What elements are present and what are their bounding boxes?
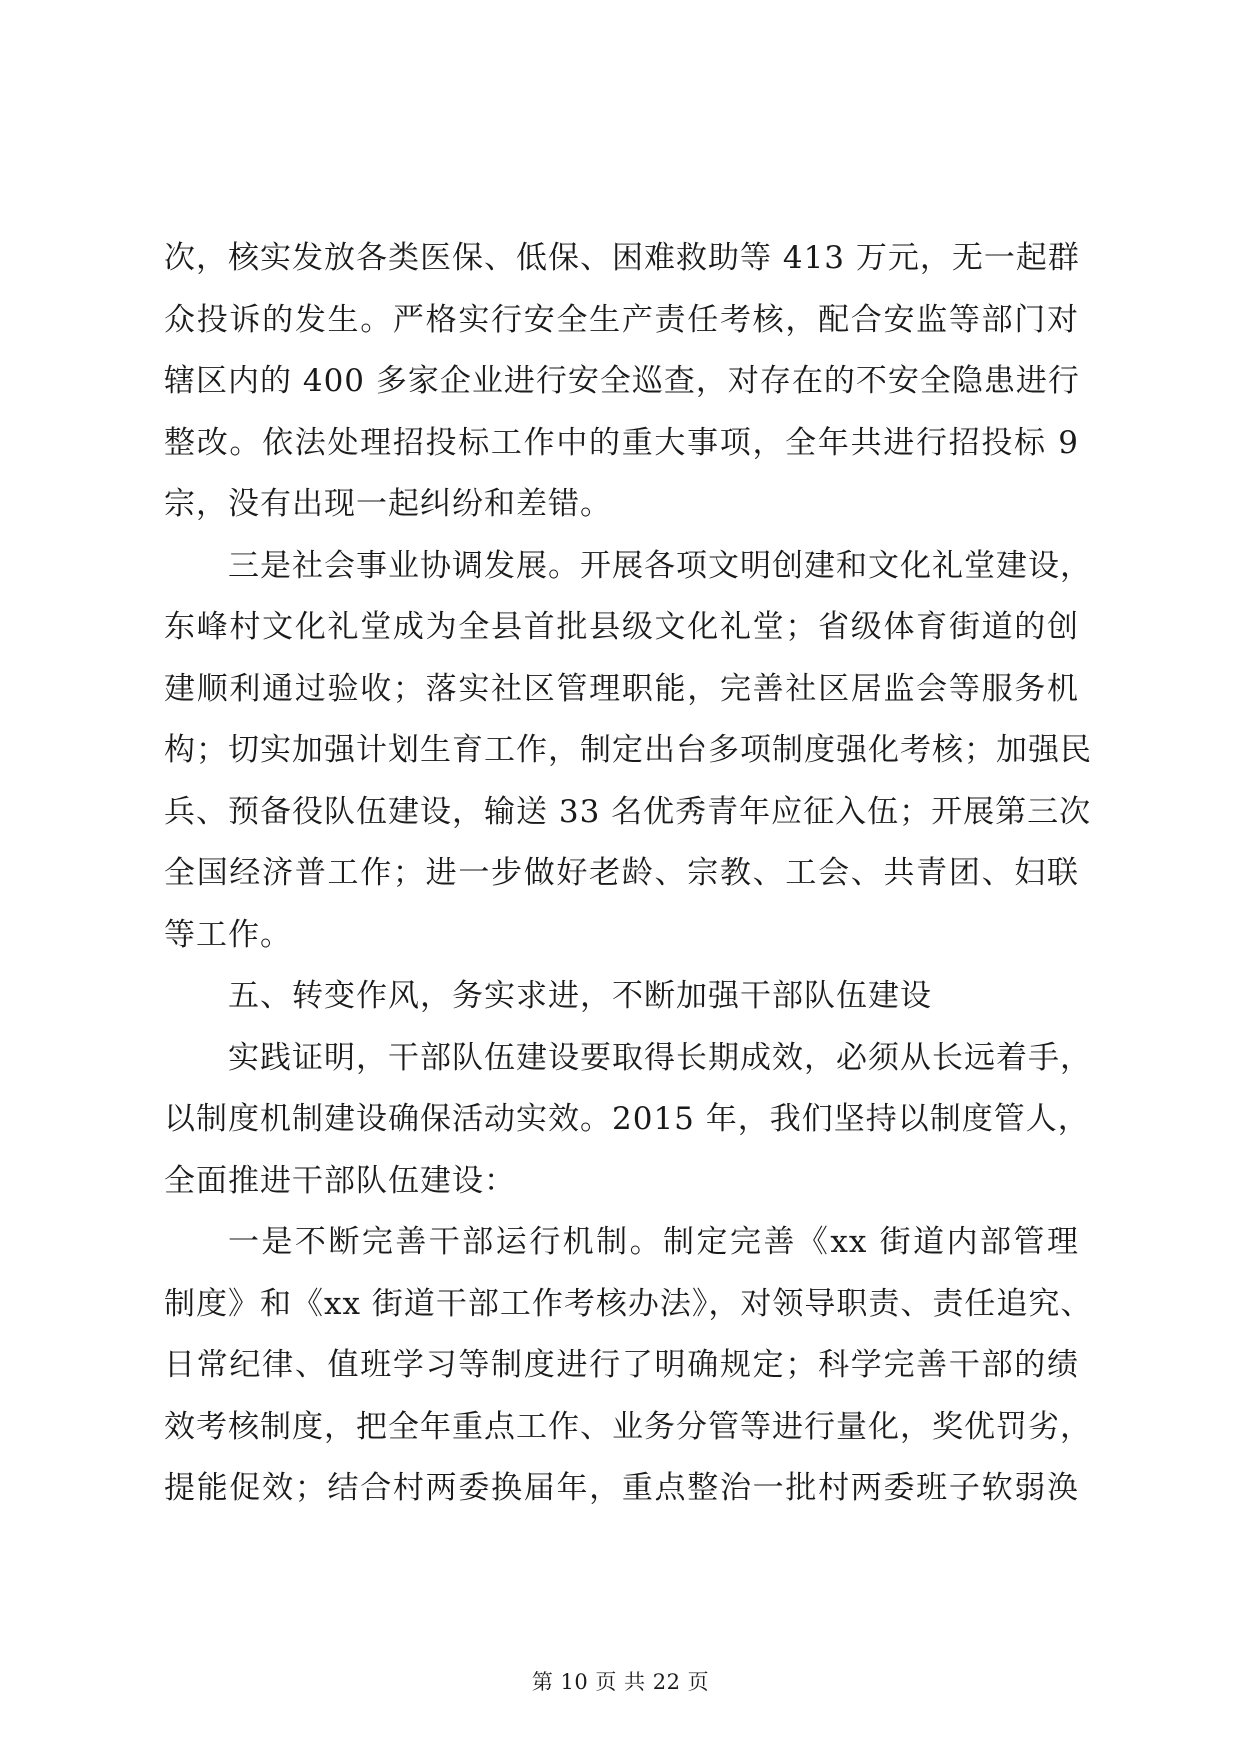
paragraph [164, 536, 1092, 967]
text-line: 构；切实加强计划生育工作，制定出台多项制度强化考核；加强民 [164, 732, 1092, 768]
paragraph [164, 228, 1079, 536]
text-line: 效考核制度，把全年重点工作、业务分管等进行量化，奖优罚劣， [164, 1408, 1092, 1445]
text-line: 建顺利通过验收；落实社区管理职能，完善社区居监会等服务机 [164, 670, 1079, 707]
text-line: 整改。依法处理招投标工作中的重大事项，全年共进行招投标 9 [164, 424, 1079, 461]
text-line: 兵、预备役队伍建设，输送 33 名优秀青年应征入伍；开展第三次 [164, 793, 1092, 830]
page-number-footer: 第 10 页 共 22 页 [531, 1670, 710, 1694]
text-line: 以制度机制建设确保活动实效。2015 年，我们坚持以制度管人， [164, 1101, 1090, 1137]
text-line: 众投诉的发生。严格实行安全生产责任考核，配合安监等部门对 [164, 301, 1079, 338]
text-line: 全国经济普工作；进一步做好老龄、宗教、工会、共青团、妇联 [164, 855, 1079, 891]
text-line: 一是不断完善干部运行机制。制定完善《xx 街道内部管理 [228, 1224, 1079, 1260]
text-line: 提能促效；结合村两委换届年，重点整治一批村两委班子软弱涣 [164, 1470, 1079, 1506]
text-line: 辖区内的 400 多家企业进行安全巡查，对存在的不安全隐患进行 [164, 363, 1080, 399]
text-line: 东峰村文化礼堂成为全县首批县级文化礼堂；省级体育街道的创 [164, 609, 1079, 645]
text-line: 全面推进干部队伍建设： [164, 1162, 516, 1199]
paragraph [164, 1212, 1093, 1520]
text-line: 日常纪律、值班学习等制度进行了明确规定；科学完善干部的绩 [164, 1347, 1079, 1383]
section-heading [164, 966, 1079, 1028]
text-line: 次，核实发放各类医保、低保、困难救助等 413 万元，无一起群 [164, 240, 1080, 276]
paragraph [164, 1028, 1092, 1213]
text-line: 宗，没有出现一起纠纷和差错。 [164, 486, 612, 522]
text-line: 等工作。 [164, 916, 292, 953]
text-line: 实践证明，干部队伍建设要取得长期成效，必须从长远着手， [228, 1039, 1092, 1076]
document-body [164, 228, 1093, 1520]
text-line: 三是社会事业协调发展。开展各项文明创建和文化礼堂建设， [228, 547, 1092, 584]
text-line: 制度》和《xx 街道干部工作考核办法》，对领导职责、责任追究、 [164, 1285, 1093, 1322]
text-line: 五、转变作风，务实求进，不断加强干部队伍建设 [228, 978, 932, 1014]
